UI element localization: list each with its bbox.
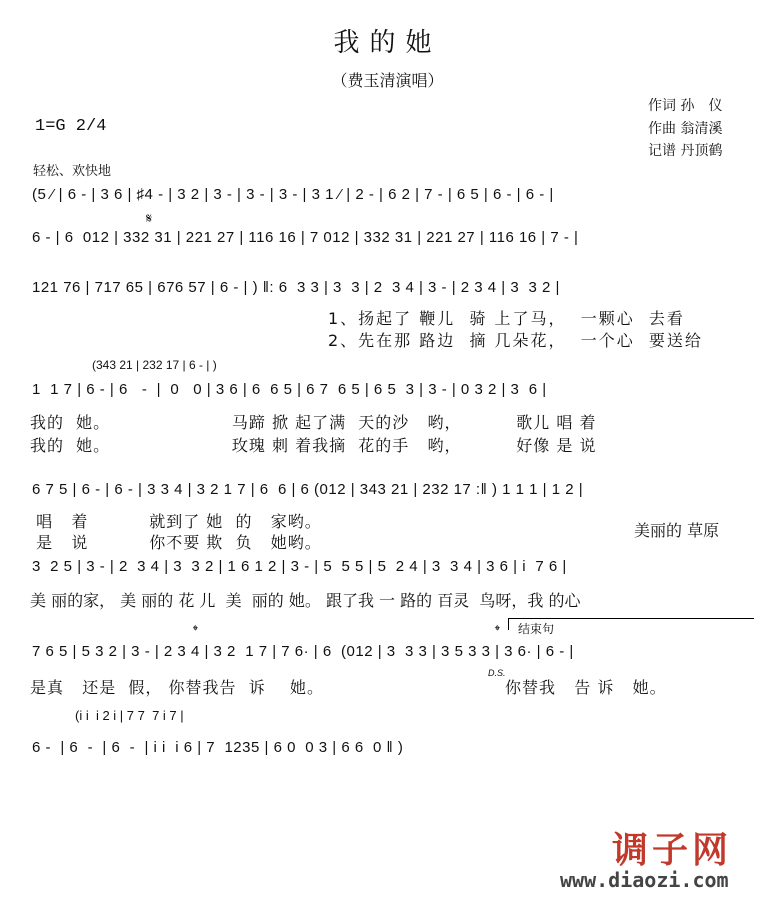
interlude-1: (343 21 | 232 17 | 6 - | ) <box>92 358 217 372</box>
score-row-2: 6 - | 6 012 | 332 31 | 221 27 | 116 16 | 7 012 | 332 31 | 221 27 | 116 16 | 7 - | <box>32 229 579 246</box>
singer-credit: （费玉清演唱） <box>331 71 444 90</box>
ending-bracket-tick <box>508 618 509 630</box>
ending-bracket <box>508 618 754 619</box>
lyric-row-5c: 美丽的 草原 <box>634 521 720 540</box>
interlude-2: (i i i 2 i | 7 7 7 i 7 | <box>75 708 184 723</box>
lyric-row-4a: 我的 她。 马蹄 掀 起了满 天的沙 哟， 歌儿 唱 着 <box>30 413 597 432</box>
lyricist-credit: 作词 孙 仪 <box>648 98 723 114</box>
score-row-8: 6 - | 6 - | 6 - | i i i 6 | 7 1235 | 6 0 0 3 | 6 6 0 ‖ ) <box>32 739 404 756</box>
lyric-row-7b: 你替我 告 诉 她。 <box>505 678 667 697</box>
score-row-4: 1 1 7 | 6 - | 6 - | 0 0 | 3 6 | 6 6 5 | 6 7 6 5 | 6 5 3 | 3 - | 0 3 2 | 3 6 | <box>32 381 547 398</box>
score-row-5: 6 7 5 | 6 - | 6 - | 3 3 4 | 3 2 1 7 | 6 6 | 6 (012 | 343 21 | 232 17 :‖ ) 1 1 1 | 1 2 | <box>32 481 584 498</box>
lyric-row-5a: 唱 着 就到了 她 的 家哟。 <box>30 512 322 531</box>
lyric-row-4b: 我的 她。 玫瑰 刺 着我摘 花的手 哟， 好像 是 说 <box>30 436 597 455</box>
lyric-row-5b: 是 说 你不要 欺 负 她哟。 <box>30 533 322 552</box>
score-row-3: 121 76 | 717 65 | 676 57 | 6 - | ) ‖: 6 3 3 | 3 3 | 2 3 4 | 3 - | 2 3 4 | 3 3 2 | <box>32 279 560 296</box>
lyric-row-6: 美 丽的家， 美 丽的 花 儿 美 丽的 她。 跟了我 一 路的 百灵 鸟呀，我 的心 <box>30 591 581 610</box>
lyric-verse-2: 2、先在那 路边 摘 几朵花， 一个心 要送给 <box>328 331 703 350</box>
ending-label: 结束句 <box>518 622 555 636</box>
segno-icon: 𝄋 <box>146 210 153 226</box>
score-row-7: 7 6 5 | 5 3 2 | 3 - | 2 3 4 | 3 2 1 7 | 7 6· | 6 (012 | 3 3 3 | 3 5 3 3 | 3 6· | 6 - | <box>32 643 574 660</box>
tempo-marking: 轻松、欢快地 <box>33 164 112 179</box>
watermark-logo: 调子网 <box>612 830 733 871</box>
score-row-1: (5 ⁄ | 6 - | 3 6 | ♯4 - | 3 2 | 3 - | 3 - | 3 - | 3 1 ⁄ | 2 - | 6 2 | 7 - | 6 5 | 6 - | 6 - | <box>32 186 554 203</box>
ds-marking: D.S. <box>488 668 506 678</box>
song-title: 我的她 <box>333 28 442 58</box>
lyric-verse-1: 1、扬起了 鞭儿 骑 上了马， 一颗心 去看 <box>328 309 685 328</box>
watermark-url: www.diaozi.com <box>560 868 729 892</box>
composer-credit: 作曲 翁清溪 <box>648 121 723 137</box>
score-row-6: 3 2 5 | 3 - | 2 3 4 | 3 3 2 | 1 6 1 2 | 3 - | 5 5 5 | 5 2 4 | 3 3 4 | 3 6 | i 7 6 | <box>32 558 567 575</box>
transcriber-credit: 记谱 丹顶鹤 <box>648 143 723 159</box>
lyric-row-7: 是真 还是 假， 你替我告 诉 她。 <box>30 678 325 697</box>
coda-icon: 𝄌 <box>495 622 500 638</box>
key-signature: 1=G 2/4 <box>35 117 107 136</box>
coda-icon: 𝄌 <box>193 622 198 638</box>
